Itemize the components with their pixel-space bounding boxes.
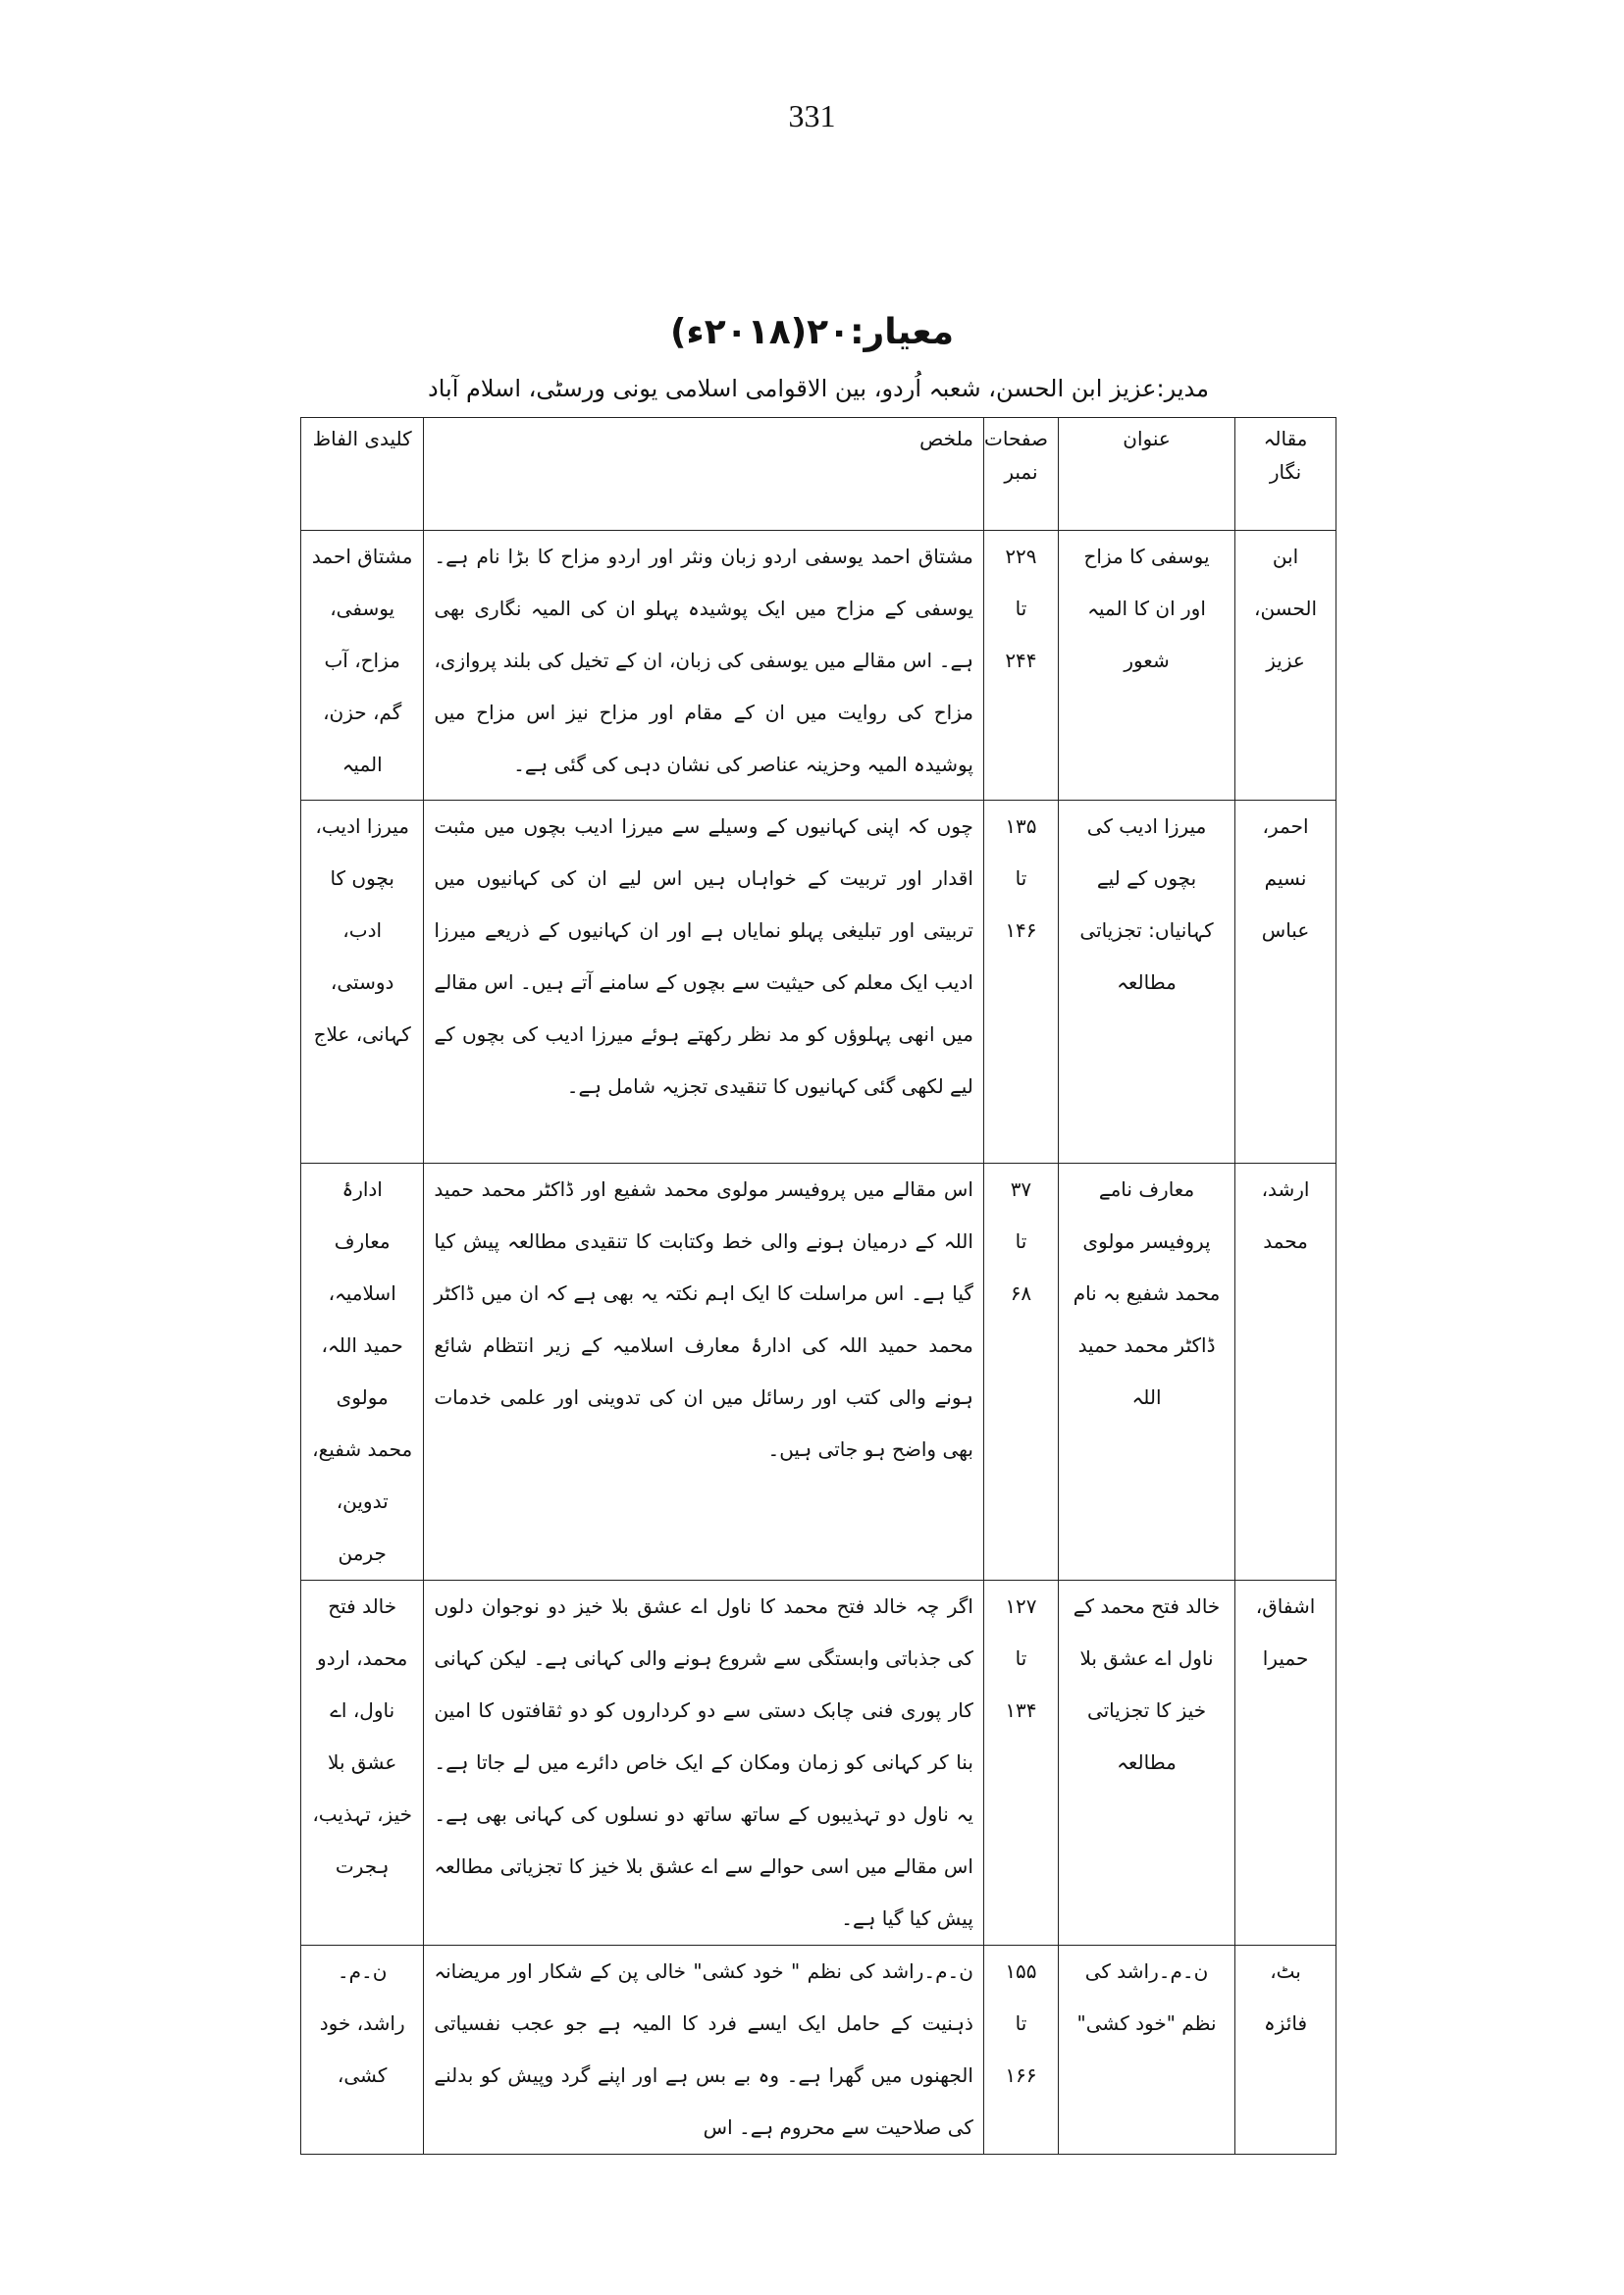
editor-line: مدیر:عزیز ابن الحسن، شعبہ اُردو، بین الاقوامی اسلامی یونی ورسٹی، اسلام آباد [428, 375, 1209, 402]
pages-from: ۲۲۹ [1005, 545, 1037, 568]
pages-from: ۱۲۷ [1005, 1594, 1037, 1618]
cell-author: اشفاق، حمیرا [1235, 1581, 1336, 1946]
pages-from: ۱۳۵ [1005, 814, 1037, 838]
cell-abstract: اگر چہ خالد فتح محمد کا ناول اے عشق بلا خیز دو نوجوان دلوں کی جذباتی وابستگی سے شروع ہونے والی کہانی ہے۔ لیکن کہانی کار پوری فنی چابک دستی سے دو کرداروں کو دو ثقافتوں کا امین بنا کر کہانی کو زمان ومکان کے ایک خاص دائرے میں لے جاتا ہے۔ یہ ناول دو تہذیبوں کے ساتھ ساتھ دو نسلوں کی کہانی بھی ہے۔ اس مقالے میں اسی حوالے سے اے عشق بلا خیز کا تجزیاتی مطالعہ پیش کیا گیا ہے۔ [424, 1581, 984, 1946]
pages-to: ۱۴۶ [1005, 918, 1037, 942]
cell-keywords: میرزا ادیب، بچوں کا ادب، دوستی، کہانی، علاج [301, 801, 424, 1164]
cell-abstract: ن۔م۔راشد کی نظم " خود کشی" خالی پن کے شکار اور مریضانہ ذہنیت کے حامل ایک ایسے فرد کا المیہ ہے جو عجب نفسیاتی الجھنوں میں گھرا ہے۔ وہ بے بس ہے اور اپنے گرد وپیش کو بدلنے کی صلاحیت سے محروم ہے۔ اس [424, 1946, 984, 2155]
table-row [301, 801, 1336, 1164]
page-number: 331 [788, 98, 836, 133]
cell-abstract: اس مقالے میں پروفیسر مولوی محمد شفیع اور ڈاکٹر محمد حمید اللہ کے درمیان ہونے والی خط وکتابت کا تنقیدی مطالعہ پیش کیا گیا ہے۔ اس مراسلت کا ایک اہم نکتہ یہ بھی ہے کہ ان میں ڈاکٹر محمد حمید اللہ کی ادارۂ معارف اسلامیہ کے زیر انتظام شائع ہونے والی کتب اور رسائل میں ان کی تدوینی اور علمی خدمات بھی واضح ہو جاتی ہیں۔ [424, 1164, 984, 1581]
pages-to: ۲۴۴ [1005, 649, 1037, 672]
pages-from: ۱۵۵ [1005, 1959, 1037, 1983]
cell-keywords: ادارۂ معارف اسلامیہ، حمید اللہ، مولوی محمد شفیع، تدوین، جرمن [301, 1164, 424, 1581]
cell-title: معارف نامے پروفیسر مولوی محمد شفیع بہ نام ڈاکٹر محمد حمید اللہ [1058, 1164, 1234, 1581]
cell-author: ابن الحسن، عزیز [1235, 531, 1336, 801]
table-header-row [301, 418, 1336, 531]
pages-separator: تا [1015, 597, 1027, 620]
table-row [301, 1164, 1336, 1581]
pages-separator: تا [1015, 2011, 1027, 2035]
cell-author: احمر، نسیم عباس [1235, 801, 1336, 1164]
cell-pages [983, 1164, 1058, 1581]
pages-to: ۶۸ [1010, 1281, 1032, 1305]
header-pages: صفحات نمبر [983, 418, 1058, 531]
header-abstract: ملخص [424, 418, 984, 531]
cell-keywords: خالد فتح محمد، اردو ناول، اے عشق بلا خیز، تہذیب، ہجرت [301, 1581, 424, 1946]
header-title: عنوان [1058, 418, 1234, 531]
pages-separator: تا [1015, 1646, 1027, 1670]
cell-title: میرزا ادیب کی بچوں کے لیے کہانیاں: تجزیاتی مطالعہ [1058, 801, 1234, 1164]
journal-title: معیار:۲۰(۲۰۱۸ء) [669, 312, 955, 352]
pages-to: ۱۳۴ [1005, 1698, 1037, 1722]
pages-from: ۳۷ [1010, 1177, 1032, 1201]
table-row [301, 531, 1336, 801]
cell-title: یوسفی کا مزاح اور ان کا المیہ شعور [1058, 531, 1234, 801]
pages-separator: تا [1015, 866, 1027, 890]
header-keywords: کلیدی الفاظ [301, 418, 424, 531]
cell-keywords: مشتاق احمد یوسفی، مزاح، آب گم، حزن، المیہ [301, 531, 424, 801]
cell-abstract: مشتاق احمد یوسفی اردو زبان ونثر اور اردو مزاح کا بڑا نام ہے۔ یوسفی کے مزاح میں ایک پوشیدہ پہلو ان کی المیہ نگاری بھی ہے۔ اس مقالے میں یوسفی کی زبان، ان کے تخیل کی بلند پروازی، مزاح کی روایت میں ان کے مقام اور مزاح نیز اس مزاح میں پوشیدہ المیہ وحزینہ عناصر کی نشان دہی کی گئی ہے۔ [424, 531, 984, 801]
table-row [301, 1946, 1336, 2155]
pages-separator: تا [1015, 1229, 1027, 1253]
cell-pages [983, 1581, 1058, 1946]
table-row [301, 1581, 1336, 1946]
cell-pages [983, 1946, 1058, 2155]
cell-title: خالد فتح محمد کے ناول اے عشق بلا خیز کا تجزیاتی مطالعہ [1058, 1581, 1234, 1946]
header-author: مقالہ نگار [1235, 418, 1336, 531]
pages-to: ۱۶۶ [1005, 2063, 1037, 2087]
cell-abstract: چوں کہ اپنی کہانیوں کے وسیلے سے میرزا ادیب بچوں میں مثبت اقدار اور تربیت کے خواہاں ہیں اس لیے ان کی کہانیوں میں تربیتی اور تبلیغی پہلو نمایاں ہے اور ان کہانیوں کے ذریعے میرزا ادیب ایک معلم کی حیثیت سے بچوں کے سامنے آتے ہیں۔ اس مقالے میں انھی پہلوؤں کو مد نظر رکھتے ہوئے میرزا ادیب کی بچوں کے لیے لکھی گئی کہانیوں کا تنقیدی تجزیہ شامل ہے۔ [424, 801, 984, 1164]
cell-author: بٹ، فائزہ [1235, 1946, 1336, 2155]
article-index-table [300, 417, 1336, 2155]
cell-author: ارشد، محمد [1235, 1164, 1336, 1581]
cell-pages [983, 801, 1058, 1164]
cell-title: ن۔م۔راشد کی نظم "خود کشی" [1058, 1946, 1234, 2155]
cell-keywords: ن۔م۔ راشد، خود کشی، [301, 1946, 424, 2155]
cell-pages [983, 531, 1058, 801]
